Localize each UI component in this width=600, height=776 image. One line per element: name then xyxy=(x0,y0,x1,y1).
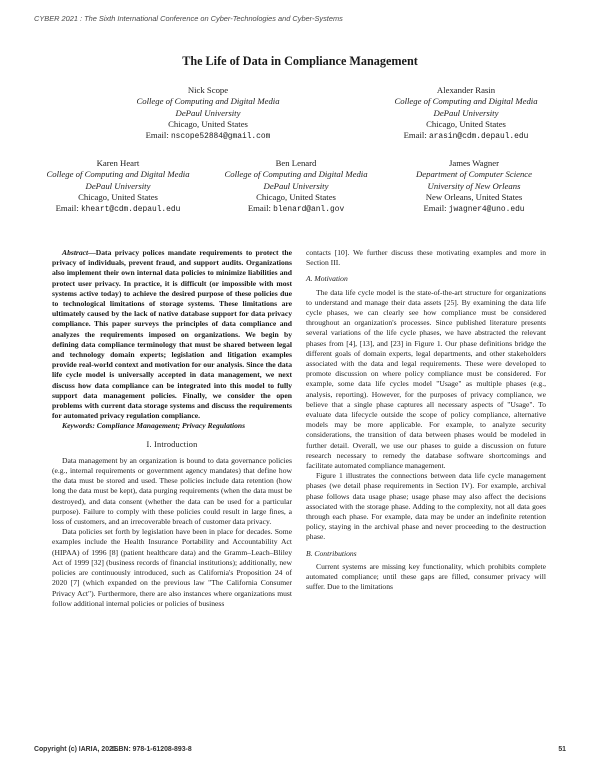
author-name: James Wagner xyxy=(448,158,500,168)
author-affiliation: College of Computing and Digital Media xyxy=(136,96,280,107)
author-institution: DePaul University xyxy=(433,107,499,118)
author-location: Chicago, United States xyxy=(426,118,506,129)
email-label: Email: xyxy=(55,203,79,214)
author-email-line xyxy=(376,130,556,142)
author-email-line xyxy=(386,203,562,215)
subsection-heading: A. Motivation xyxy=(306,274,348,284)
author-affiliation: College of Computing and Digital Media xyxy=(46,169,190,180)
author-email[interactable]: nscope52884@gmail.com xyxy=(170,132,271,142)
paragraph: The data life cycle model is the state-of-the-art structure for organizations to understand and manage their data assets [25]. By examining the data life cycle phases, we can clearly see how compliance must be considered throughout an organization's processes. Since published literature presents several variations of the life cycle phases, we have abstracted the relevant phases from [4], [13], and [23] in Figure 1. Our phase definitions bridge the different goals of domain experts, legal departments, and other stakeholders associated with the data and legal requirements. These were developed to promote discussion on where policy compliance must be considered. For example, some data life cycles model "Usage" as multiple phases (e.g., analysis, reporting). However, for the purposes of privacy compliance, we believe that a single phase captures all necessary aspects of "Usage". To evaluate data lifecycle outside the scope of policy compliance, alternative models may be more applicable. For example, to analyze security considerations, the transition of data between phases would be modeled in further detail. Overall, we use our phases to guide a discussion on future research necessary to remedy the database software shortcomings and facilitate automated compliance management. xyxy=(306,287,546,471)
author-name: Alexander Rasin xyxy=(436,85,496,95)
author-location: New Orleans, United States xyxy=(425,191,523,202)
email-label: Email: xyxy=(145,130,169,141)
author-email-line xyxy=(118,130,298,142)
paragraph: Current systems are missing key functionality, which prohibits complete automated compliance; until these gaps are filled, consumer privacy will suffer. Due to the limitations xyxy=(306,561,546,592)
author-name: Nick Scope xyxy=(187,85,229,95)
author-institution: DePaul University xyxy=(263,180,329,191)
conference-header: CYBER 2021 : The Sixth International Conference on Cyber-Technologies and Cyber-Systems xyxy=(34,14,343,23)
author-email[interactable]: jwagner4@uno.edu xyxy=(448,205,525,215)
right-column xyxy=(306,248,546,593)
abstract xyxy=(52,248,292,421)
author-email-line xyxy=(30,203,206,215)
author-institution: DePaul University xyxy=(175,107,241,118)
author-block xyxy=(386,158,562,215)
paper-title: The Life of Data in Compliance Management xyxy=(182,54,418,68)
author-location: Chicago, United States xyxy=(256,191,336,202)
abstract-lead: Abstract xyxy=(62,248,89,257)
author-institution: University of New Orleans xyxy=(427,180,521,191)
copyright: Copyright (c) IARIA, 2021. xyxy=(34,746,119,753)
author-name: Karen Heart xyxy=(96,158,140,168)
isbn: ISBN: 978-1-61208-893-8 xyxy=(112,746,192,753)
paragraph: Data management by an organization is bound to data governance policies (e.g., internal requirements or government agency mandates) that define how the data must be stored and used. These policies include data retention (how long the data must be kept), data purging requirements (when the data must be destroyed), and data consent (whether the data can be used for a particular purpose). Failure to comply with these policies could result in large fines, a loss of customers, and an irrecoverable breach of customer data privacy. xyxy=(52,455,292,527)
paragraph: Data policies set forth by legislation have been in place for decades. Some examples include the Health Insurance Portability and Accountability Act (HIPAA) of 1996 [8] (patient healthcare data) and the Gramm–Leach–Bliley Act of 1999 [32] (business records of financial institutions); additionally, new policies are continuously introduced, such as California's Proposition 24 of 2020 [7] (which expanded on the previous law "The California Consumer Privacy Act"). Furthermore, there are also instances where organizations must follow additional internal policies or policies of business xyxy=(52,527,292,608)
author-affiliation: College of Computing and Digital Media xyxy=(394,96,538,107)
keywords: Keywords: Compliance Management; Privacy Regulations xyxy=(62,421,246,431)
page-number: 51 xyxy=(558,746,566,753)
section-heading: I. Introduction xyxy=(146,439,198,449)
author-block xyxy=(30,158,206,215)
left-column xyxy=(52,248,292,609)
author-affiliation: Department of Computer Science xyxy=(415,169,533,180)
author-institution: DePaul University xyxy=(85,180,151,191)
author-email-line xyxy=(208,203,384,215)
subsection-heading: B. Contributions xyxy=(306,548,357,558)
author-email[interactable]: blenard@anl.gov xyxy=(273,205,345,215)
author-block xyxy=(376,85,556,142)
paragraph: contacts [10]. We further discuss these motivating examples and more in Section III. xyxy=(306,248,546,268)
email-label: Email: xyxy=(423,203,447,214)
author-location: Chicago, United States xyxy=(168,118,248,129)
author-name: Ben Lenard xyxy=(275,158,317,168)
author-affiliation: College of Computing and Digital Media xyxy=(224,169,368,180)
abstract-text: —Data privacy polices mandate requirements to protect the privacy of individuals, prevent fraud, and support audits. Organizations also implement their own internal data policies to minimize liabilities and protect user privacy. In practice, it is difficult (or impossible with most systems active today) to achieve the desired purpose of these policies due to technological limitations of storage systems. These limitations are ultimately caused by the lack of native database support for data privacy compliance. This paper surveys the principles of data compliance and analyzes the requirements imposed on organizations. We begin by defining data compliance terminology that must be shared between legal and technology domain experts; legislation and litigation examples provide real-world context and motivation for our analysis. Since the data life cycle model is universally accepted in data management, we next discuss how data compliance can be integrated into this model to fully support data management policies. Finally, we consider the open problems with current data storage systems and discuss the requirements for automated privacy regulation compliance. xyxy=(52,248,292,421)
author-location: Chicago, United States xyxy=(78,191,158,202)
author-block xyxy=(208,158,384,215)
email-label: Email: xyxy=(403,130,427,141)
paragraph: Figure 1 illustrates the connections between data life cycle management phases (we detail phase requirements in Section IV). For example, archival phase follows data usage phase; usage phase may also affect the decisions associated with the storage phase. Adding to the complexity, not all data goes through each phase. For example, data may be under an indefinite retention policy, staying in the archival phase and never proceeding to the destruction phase. xyxy=(306,471,546,542)
author-email[interactable]: kheart@cdm.depaul.edu xyxy=(80,205,181,215)
author-email[interactable]: arasin@cdm.depaul.edu xyxy=(428,132,529,142)
author-block xyxy=(118,85,298,142)
email-label: Email: xyxy=(247,203,271,214)
